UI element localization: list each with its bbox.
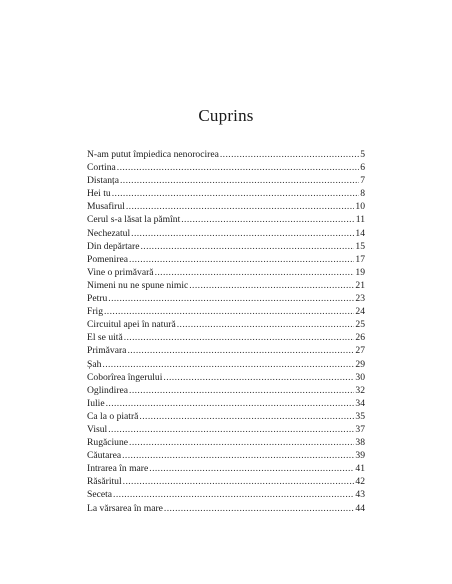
toc-entry [87,423,365,436]
toc-entry-page: 43 [355,489,365,501]
toc-entry-page: 11 [355,214,365,226]
toc-entry-page: 10 [355,201,365,213]
toc-entry [87,174,365,187]
toc-entry [87,253,365,266]
dot-leader [120,174,359,187]
toc-entry-page: 30 [355,371,365,383]
toc-entry-page: 42 [355,476,365,488]
toc-entry-title: Cerul s-a lăsat la pămînt [87,214,181,226]
toc-entry-page: 15 [355,240,365,252]
toc-entry [87,148,365,161]
dot-leader [163,371,354,384]
dot-leader [126,200,355,213]
toc-entry-title: Răsăritul [87,476,122,488]
toc-entry-title: Rugăciune [87,437,129,449]
toc-entry-title: Nechezatul [87,227,131,239]
toc-entry-title: Seceta [87,489,113,501]
toc-entry-title: Ca la o piatră [87,410,139,422]
dot-leader [177,318,355,331]
dot-leader [117,161,359,174]
toc-entry-title: Pomenirea [87,253,129,265]
toc-entry-title: Cortina [87,162,116,174]
toc-entry-title: Distanța [87,175,119,187]
toc-entry [87,279,365,292]
toc-entry [87,331,365,344]
toc-entry-page: 34 [355,397,365,409]
toc-entry [87,200,365,213]
dot-leader [140,240,354,253]
toc-entry [87,397,365,410]
toc-entry [87,462,365,475]
dot-leader [129,384,354,397]
toc-entry-page: 8 [360,188,365,200]
toc-entry-page: 21 [355,279,365,291]
dot-leader [123,475,355,488]
toc-entry-page: 7 [360,175,365,187]
toc-entry [87,488,365,501]
toc-entry [87,318,365,331]
toc-entry [87,502,365,515]
toc-entry [87,187,365,200]
toc-entry-title: Șah [87,358,102,370]
dot-leader [108,423,354,436]
toc-entry-page: 25 [355,319,365,331]
toc-entry-page: 26 [355,332,365,344]
dot-leader [106,397,355,410]
toc-entry-title: Nimeni nu ne spune nimic [87,279,189,291]
dot-leader [124,331,355,344]
toc-entry [87,213,365,226]
page-title: Cuprins [198,106,254,125]
toc-entry [87,227,365,240]
dot-leader [127,344,354,357]
toc-entry-page: 27 [355,345,365,357]
toc-entry-title: Frig [87,306,103,318]
dot-leader [149,462,354,475]
dot-leader [129,253,354,266]
toc-entry-page: 5 [360,149,365,160]
toc-entry-title: La vărsarea în mare [87,502,163,514]
toc-entry [87,449,365,462]
toc-entry-title: Petru [87,293,108,305]
toc-entry-page: 14 [355,227,365,239]
toc-entry [87,436,365,449]
toc-entry-page: 39 [355,450,365,462]
toc-entry [87,358,365,371]
dot-leader [108,292,354,305]
toc-entry [87,240,365,253]
toc-entry-page: 41 [355,463,365,475]
dot-leader [104,305,354,318]
toc-entry-title: Hei tu [87,188,111,200]
toc-entry-page: 38 [355,437,365,449]
dot-leader [129,436,354,449]
toc-entry [87,305,365,318]
toc-entry [87,384,365,397]
table-of-contents [87,148,365,515]
toc-entry-page: 44 [355,502,365,514]
dot-leader [139,410,354,423]
toc-entry-page: 32 [355,384,365,396]
toc-entry-title: Visul [87,423,108,435]
dot-leader [102,358,354,371]
toc-entry [87,475,365,488]
toc-entry [87,410,365,423]
toc-entry-title: Vine o primăvară [87,266,154,278]
dot-leader [181,213,355,226]
toc-entry-title: N-am putut împiedica nenorocirea [87,149,219,160]
dot-leader [220,148,359,161]
toc-entry-title: Căutarea [87,450,122,462]
toc-entry-page: 24 [355,306,365,318]
toc-entry-page: 29 [355,358,365,370]
toc-entry-title: Iulie [87,397,105,409]
toc-entry [87,266,365,279]
toc-entry-title: Din depărtare [87,240,140,252]
dot-leader [122,449,354,462]
dot-leader [189,279,354,292]
toc-entry-page: 17 [355,253,365,265]
toc-entry-title: El se uită [87,332,123,344]
toc-entry [87,161,365,174]
toc-entry-title: Musafirul [87,201,125,213]
dot-leader [164,502,355,515]
toc-entry-page: 35 [355,410,365,422]
toc-entry [87,344,365,357]
toc-entry-page: 6 [360,162,365,174]
dot-leader [155,266,355,279]
toc-entry-title: Circuitul apei în natură [87,319,176,331]
dot-leader [131,227,354,240]
toc-entry-title: Oglindirea [87,384,129,396]
toc-entry [87,371,365,384]
toc-entry-page: 37 [355,423,365,435]
toc-entry-title: Primăvara [87,345,127,357]
toc-entry-page: 19 [355,266,365,278]
dot-leader [113,488,354,501]
dot-leader [112,187,359,200]
toc-entry-title: Coborîrea îngerului [87,371,163,383]
toc-entry-title: Intrarea în mare [87,463,149,475]
toc-entry [87,292,365,305]
toc-entry-page: 23 [355,293,365,305]
